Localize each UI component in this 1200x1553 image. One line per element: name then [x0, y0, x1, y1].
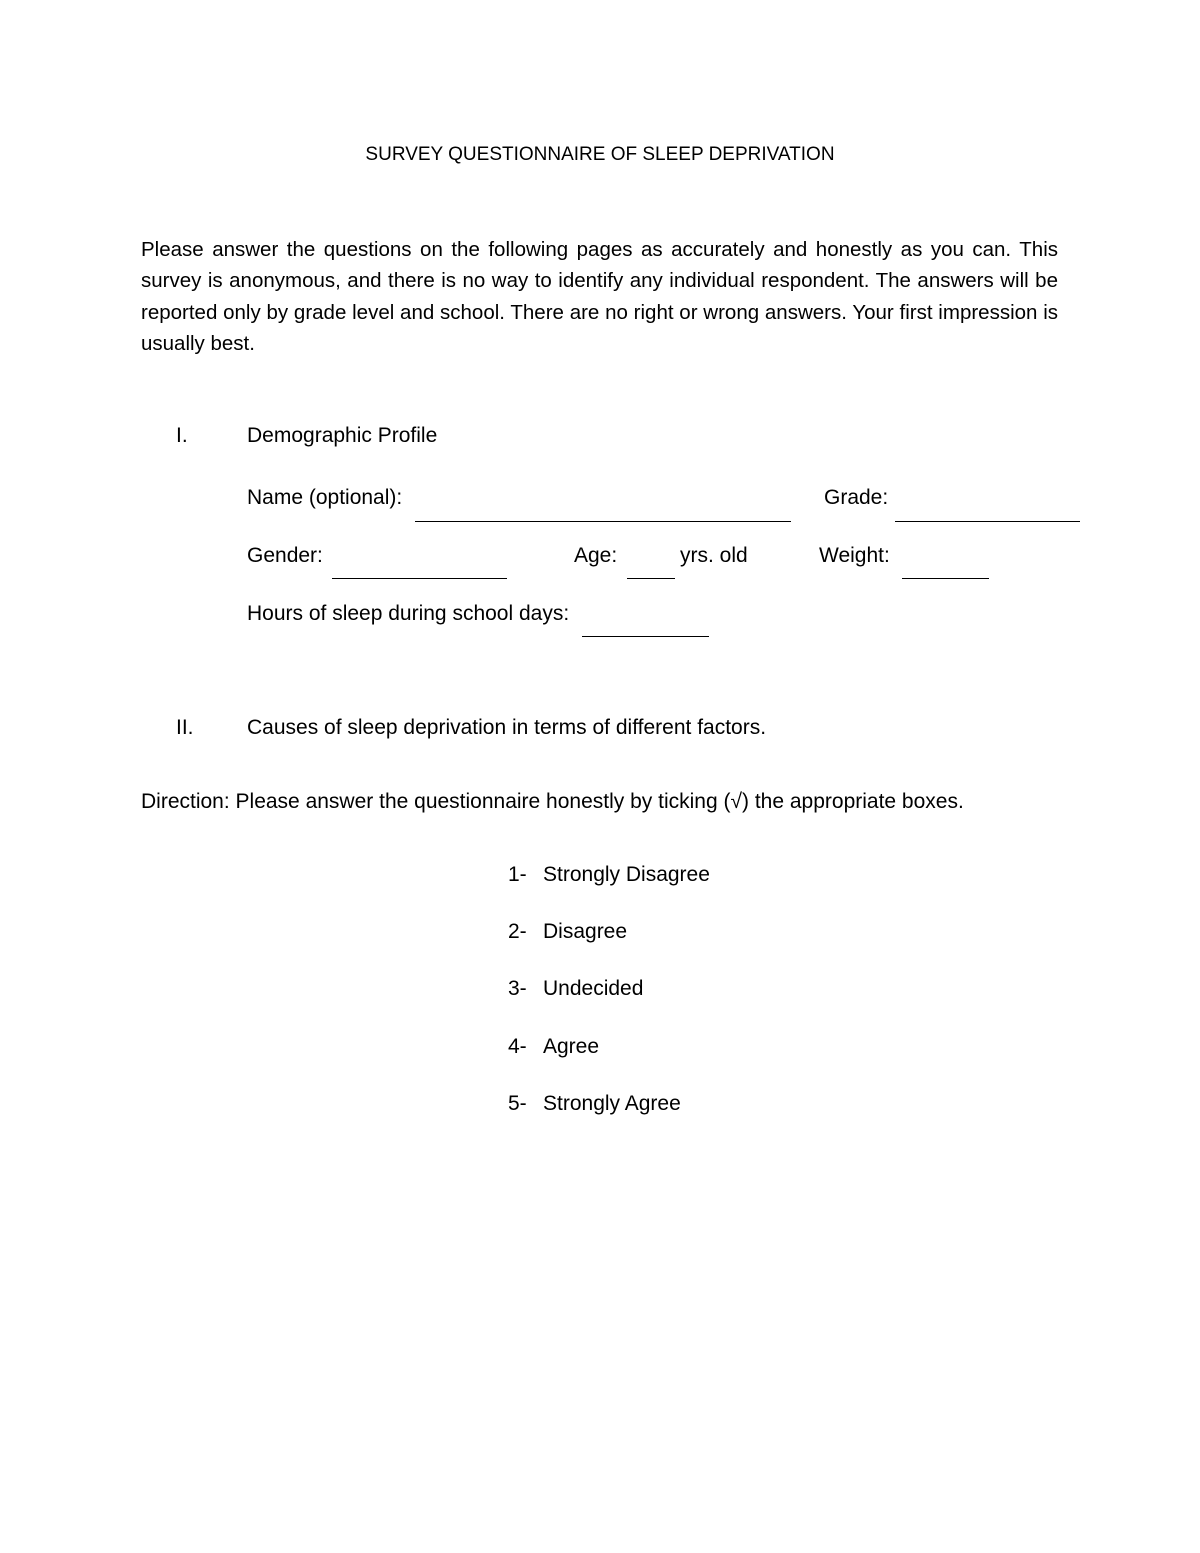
sleep-hours-label: Hours of sleep during school days: — [247, 602, 570, 625]
scale-item — [508, 977, 643, 1001]
scale-label: Agree — [543, 1035, 600, 1058]
scale-label: Strongly Agree — [543, 1092, 681, 1115]
weight-field[interactable] — [902, 578, 989, 579]
scale-label: Undecided — [543, 977, 644, 1000]
scale-number: 2- — [508, 920, 527, 943]
scale-number: 4- — [508, 1035, 527, 1058]
gender-label: Gender: — [247, 544, 323, 567]
scale-item — [508, 863, 710, 887]
scale-number: 5- — [508, 1092, 527, 1115]
age-field[interactable] — [627, 578, 675, 579]
scale-number: 3- — [508, 977, 527, 1000]
scale-number: 1- — [508, 863, 527, 886]
sleep-hours-field[interactable] — [582, 636, 709, 637]
age-label: Age: — [574, 544, 618, 567]
scale-label: Disagree — [543, 920, 628, 943]
direction-text: Direction: Please answer the questionnaire honestly by ticking (√) the appropriate boxes. — [141, 790, 964, 813]
weight-label: Weight: — [819, 544, 890, 567]
scale-item — [508, 920, 627, 944]
scale-label: Strongly Disagree — [543, 863, 710, 886]
age-unit-label: yrs. old — [680, 544, 748, 567]
name-label: Name (optional): — [247, 486, 403, 509]
section-2-heading: Causes of sleep deprivation in terms of different factors. — [247, 716, 767, 739]
section-1-numeral: I. — [176, 424, 188, 447]
scale-item — [508, 1092, 681, 1116]
gender-field[interactable] — [332, 578, 507, 579]
intro-paragraph: Please answer the questions on the following pages as accurately and honestly as you can. This survey is anonymous, and there is no way to identify any individual respondent. The answers will be reported only by grade level and school. There are no right or wrong answers. Your first impression is usually best. — [141, 238, 1058, 355]
section-1-heading: Demographic Profile — [247, 424, 438, 447]
scale-item — [508, 1035, 599, 1059]
section-2-numeral: II. — [176, 716, 194, 739]
grade-label: Grade: — [824, 486, 889, 509]
page-title: SURVEY QUESTIONNAIRE OF SLEEP DEPRIVATION — [365, 144, 835, 165]
name-field[interactable] — [415, 521, 791, 522]
grade-field[interactable] — [895, 521, 1080, 522]
